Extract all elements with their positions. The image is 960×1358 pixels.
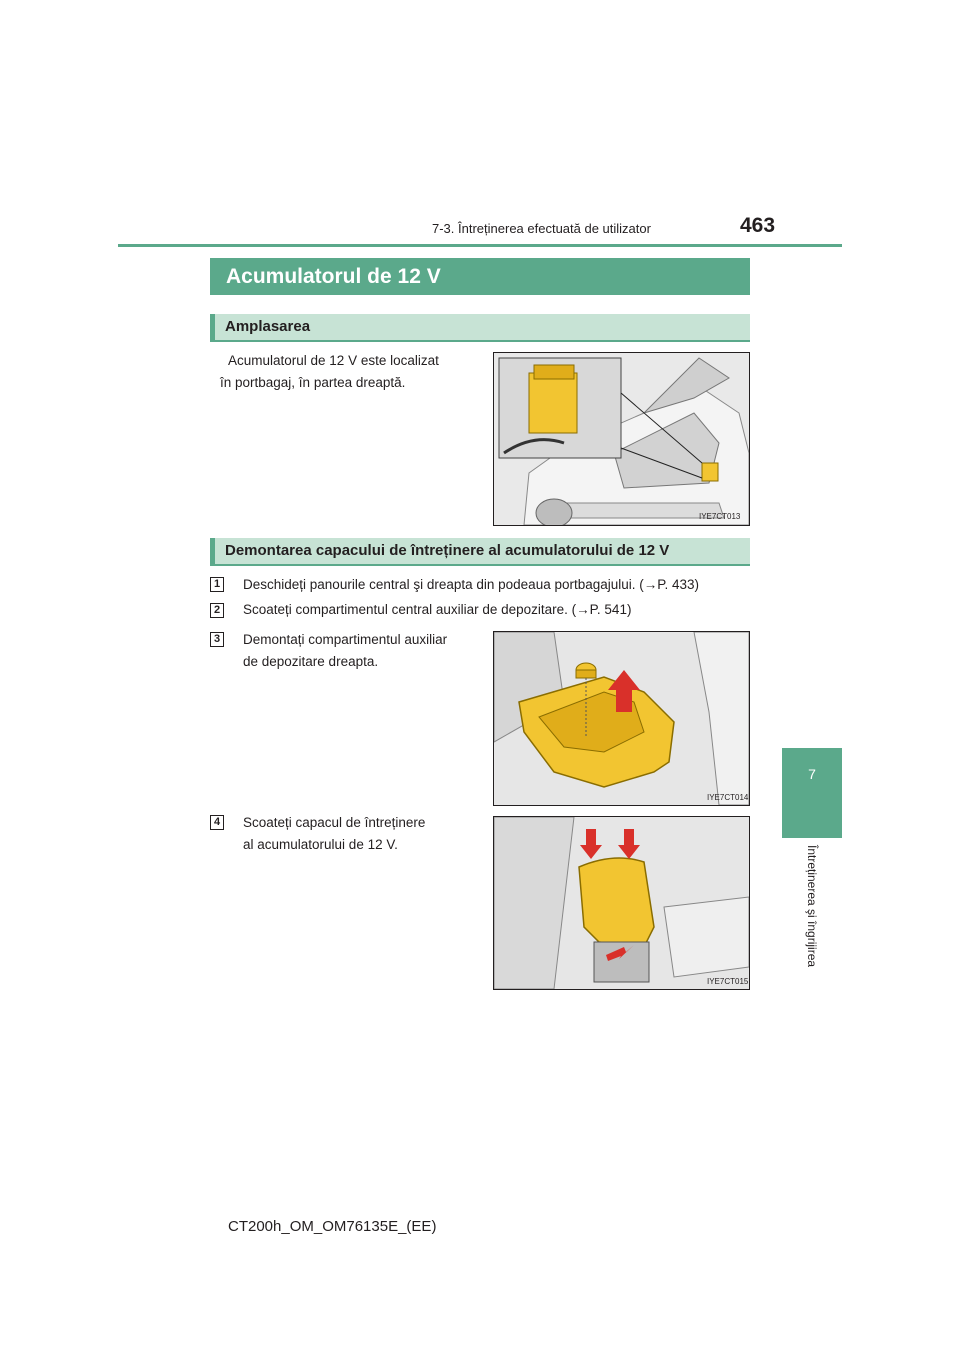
step-3-text-line2: de depozitare dreapta. xyxy=(243,654,379,669)
chapter-title: Întreținerea şi îngrijirea xyxy=(805,845,819,968)
illustration-car-rear xyxy=(494,353,749,525)
step-number-1: 1 xyxy=(210,577,224,592)
section-heading-location xyxy=(210,314,750,342)
page-title: Acumulatorul de 12 V xyxy=(210,258,750,295)
document-code: CT200h_OM_OM76135E_(EE) xyxy=(228,1218,437,1235)
figure-remove-storage xyxy=(493,631,750,806)
step-number-2: 2 xyxy=(210,603,224,618)
figure-code: IYE7CT014 xyxy=(707,793,749,802)
step-number-3: 3 xyxy=(210,632,224,647)
step-1-text: Deschideți panourile central şi dreapta din podeaua portbagajului. (→P. 433) xyxy=(243,577,700,592)
chapter-tab xyxy=(782,748,842,838)
step-4-text-line2: al acumulatorului de 12 V. xyxy=(243,837,398,852)
step-2-text: Scoateți compartimentul central auxiliar de depozitare. (→P. 541) xyxy=(243,602,632,617)
page-number: 463 xyxy=(740,214,776,237)
running-header-section: 7-3. Întreținerea efectuată de utilizator xyxy=(432,221,651,236)
figure-code: IYE7CT015 xyxy=(707,977,749,986)
step-number-4: 4 xyxy=(210,815,224,830)
figure-battery-location xyxy=(493,352,750,526)
figure-code: IYE7CT013 xyxy=(699,512,741,521)
location-description-line2: în portbagaj, în partea dreaptă. xyxy=(220,375,406,390)
illustration-service-cover xyxy=(494,817,749,989)
heading-accent xyxy=(210,538,215,564)
section-heading-text: Amplasarea xyxy=(225,318,311,335)
illustration-storage-compartment xyxy=(494,632,749,805)
section-heading-text: Demontarea capacului de întreținere al acumulatorului de 12 V xyxy=(225,542,670,559)
chapter-number: 7 xyxy=(808,766,816,782)
step-3-text-line1: Demontați compartimentul auxiliar xyxy=(243,632,448,647)
section-heading-removal xyxy=(210,538,750,566)
heading-accent xyxy=(210,314,215,340)
header-rule xyxy=(118,244,842,247)
figure-remove-cover xyxy=(493,816,750,990)
step-4-text-line1: Scoateți capacul de întreținere xyxy=(243,815,426,830)
location-description-line1: Acumulatorul de 12 V este localizat xyxy=(228,353,439,368)
